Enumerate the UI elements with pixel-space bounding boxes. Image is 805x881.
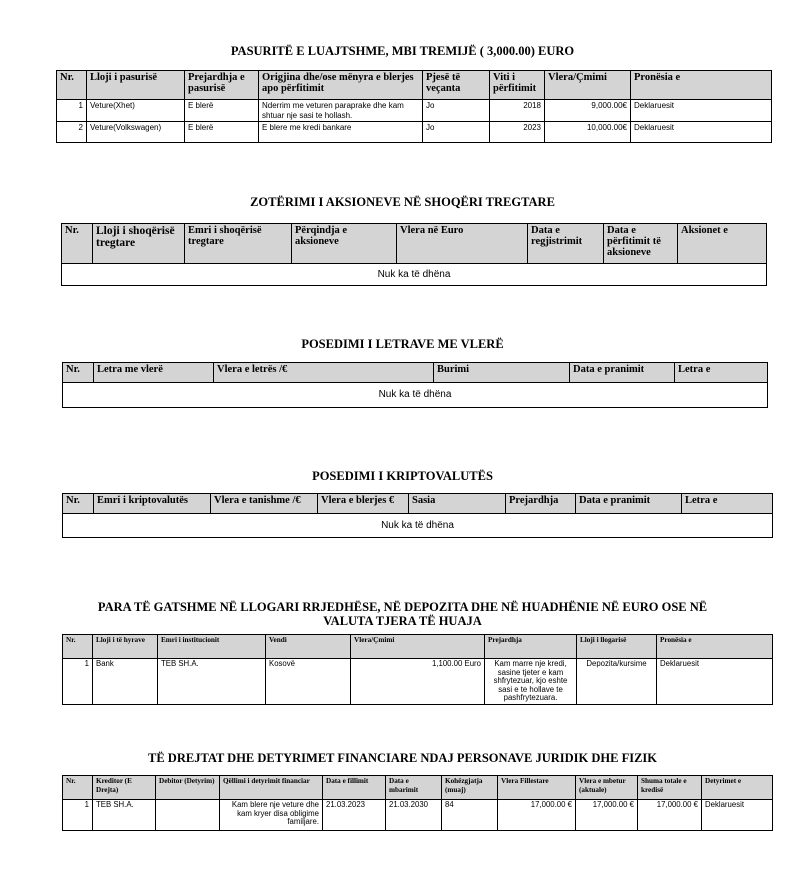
col-header-creditor: Kreditor (E Drejta) [93,776,156,800]
cell-end-date: 21.03.2030 [386,800,442,831]
col-header-nr: Nr. [63,776,93,800]
col-header-nr: Nr. [63,635,93,659]
cell-acquisition-method: E blere me kredi bankare [259,122,423,143]
col-header-nr: Nr. [62,224,93,264]
col-header-start-date: Data e fillimit [323,776,386,800]
crypto-table [62,493,773,538]
cell-asset-type: Veture(Xhet) [87,100,185,122]
col-header-security-value: Vlera e letrës /€ [214,363,434,383]
col-header-institution: Emri i institucionit [158,635,266,659]
cell-total-credit: 17,000.00 € [638,800,702,831]
col-header-purpose: Qëllimi i detyrimit financiar [220,776,323,800]
col-header-value: Vlera/Çmimi [351,635,485,659]
table-row [63,659,773,705]
cell-country: Kosovë [266,659,351,705]
col-header-current-value: Vlera e tanishme /€ [211,494,318,514]
col-header-shares-of: Aksionet e [678,224,767,264]
cell-nr: 1 [63,659,93,705]
col-header-company-type: Lloji i shoqërisë tregtare [93,224,185,264]
col-header-share-percentage: Përqindja e aksioneve [292,224,397,264]
cell-asset-type: Veture(Volkswagen) [87,122,185,143]
cash-table [62,634,773,705]
col-header-ownership: Pronësia e [657,635,773,659]
movable-assets-table [56,70,772,143]
col-header-account-type: Lloji i llogarisë [577,635,657,659]
section-title-crypto: POSEDIMI I KRIPTOVALUTËS [312,469,493,483]
col-header-purchase-value: Vlera e blerjes € [318,494,409,514]
financial-obligations-table [62,775,773,831]
securities-table [62,362,768,408]
col-header-receipt-date: Data e pranimit [576,494,682,514]
col-header-origin: Prejardhja [485,635,577,659]
no-data-text: Nuk ka të dhëna [63,514,773,538]
cell-origin: Kam marre nje kredi, sasine tjeter e kam shfrytezuar, kjo eshte sasi e te hollave te pashfrytezuara. [485,659,577,705]
col-header-end-date: Data e mbarimit [386,776,442,800]
section-title-cash-line1: PARA TË GATSHME NË LLOGARI RRJEDHËSE, NË DEPOZITA DHE NË HUADHËNIE NË EURO OSE NË [97,600,708,614]
cell-acquisition-method: Nderrim me veturen paraprake dhe kam shtuar nje sasi te hollash. [259,100,423,122]
col-header-year: Viti i përfitimit [490,71,545,100]
col-header-source: Burimi [434,363,570,383]
table-row [63,800,773,831]
section-title-movable-assets: PASURITË E LUAJTSHME, MBI TREMIJË ( 3,000.00) EURO [230,44,575,58]
cell-nr: 1 [57,100,87,122]
col-header-income-type: Lloji i të hyrave [93,635,158,659]
col-header-special-parts: Pjesë të veçanta [423,71,490,100]
cell-purpose: Kam blere nje veture dhe kam kryer disa obligime familjare. [220,800,323,831]
col-header-nr: Nr. [63,494,94,514]
col-header-remaining-value: Vlera e mbetur (aktuale) [576,776,638,800]
col-header-acquisition-date: Data e përfitimit të aksioneve [604,224,678,264]
col-header-crypto-name: Emri i kriptovalutës [94,494,211,514]
col-header-receipt-date: Data e pranimit [570,363,675,383]
col-header-security: Letra me vlerë [94,363,214,383]
no-data-text: Nuk ka të dhëna [63,383,768,408]
cell-year: 2023 [490,122,545,143]
cell-duration: 84 [442,800,498,831]
col-header-nr: Nr. [57,71,87,100]
col-header-country: Vendi [266,635,351,659]
section-title-cash-line2: VALUTA TJERA TË HUAJA [323,614,482,628]
cell-value: 9,000.00€ [545,100,631,122]
cell-special-parts: Jo [423,100,490,122]
cell-ownership: Deklaruesit [657,659,773,705]
table-row [57,122,772,143]
col-header-quantity: Sasia [409,494,506,514]
col-header-letter-of: Letra e [675,363,768,383]
cell-nr: 1 [63,800,93,831]
section-title-financial-obligations: TË DREJTAT DHE DETYRIMET FINANCIARE NDAJ PERSONAVE JURIDIK DHE FIZIK [148,751,657,765]
cell-ownership: Deklaruesit [631,122,772,143]
col-header-nr: Nr. [63,363,94,383]
cell-nr: 2 [57,122,87,143]
col-header-registration-date: Data e regjistrimit [528,224,604,264]
col-header-letter-of: Letra e [682,494,773,514]
col-header-origin: Prejardhja [506,494,576,514]
section-title-shares: ZOTËRIMI I AKSIONEVE NË SHOQËRI TREGTARE [250,195,555,209]
cell-creditor: TEB SH.A. [93,800,156,831]
cell-special-parts: Jo [423,122,490,143]
cell-origin: E blerë [185,100,259,122]
col-header-origin: Prejardhja e pasurisë [185,71,259,100]
cell-initial-value: 17,000.00 € [498,800,576,831]
col-header-company-name: Emri i shoqërisë tregtare [185,224,292,264]
col-header-duration: Kohëzgjatja (muaj) [442,776,498,800]
cell-origin: E blerë [185,122,259,143]
cell-obligations-of: Deklaruesit [702,800,773,831]
col-header-value: Vlera/Çmimi [545,71,631,100]
col-header-acquisition-method: Origjina dhe/ose mënyra e blerjes apo përfitimit [259,71,423,100]
shares-table [61,223,767,286]
cell-debtor [156,800,220,831]
cell-ownership: Deklaruesit [631,100,772,122]
col-header-value-euro: Vlera në Euro [397,224,528,264]
section-title-securities: POSEDIMI I LETRAVE ME VLERË [301,337,504,351]
cell-remaining-value: 17,000.00 € [576,800,638,831]
table-row [57,100,772,122]
col-header-initial-value: Vlera Fillestare [498,776,576,800]
col-header-obligations-of: Detyrimet e [702,776,773,800]
col-header-asset-type: Lloji i pasurisë [87,71,185,100]
cell-account-type: Depozita/kursime [577,659,657,705]
cell-income-type: Bank [93,659,158,705]
cell-value: 10,000.00€ [545,122,631,143]
cell-value: 1,100.00 Euro [351,659,485,705]
col-header-debtor: Debitor (Detyrim) [156,776,220,800]
cell-start-date: 21.03.2023 [323,800,386,831]
col-header-ownership: Pronësia e [631,71,772,100]
cell-year: 2018 [490,100,545,122]
cell-institution: TEB SH.A. [158,659,266,705]
no-data-text: Nuk ka të dhëna [62,264,767,286]
col-header-total-credit: Shuma totale e kredisë [638,776,702,800]
